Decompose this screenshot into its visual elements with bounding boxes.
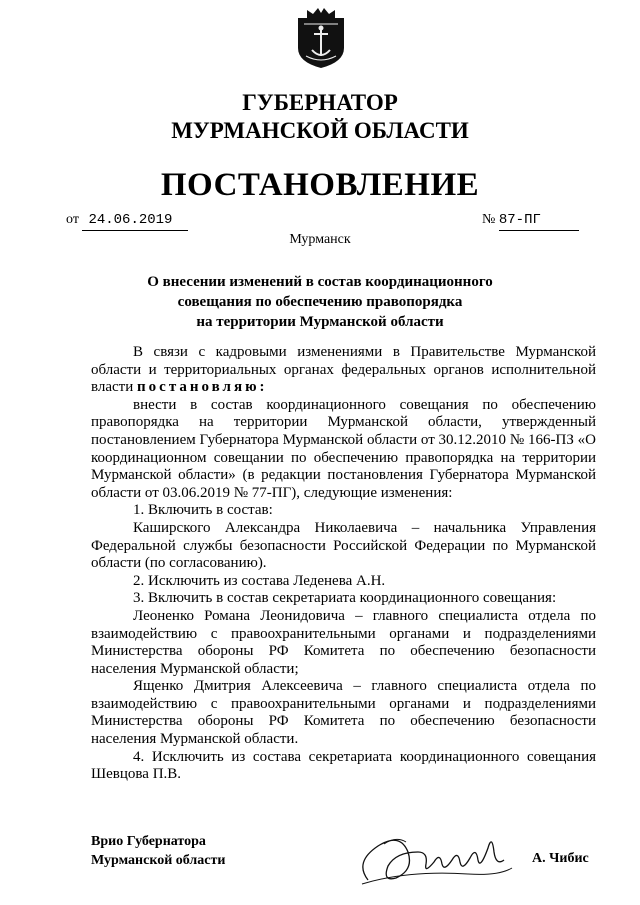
- issuer-title-line2: МУРМАНСКОЙ ОБЛАСТИ: [171, 118, 469, 143]
- document-city: Мурманск: [289, 232, 351, 247]
- document-body: [91, 344, 596, 784]
- document-number: [482, 210, 579, 231]
- body-paragraph-5: 3. Включить в состав секретариата координационного совещания:: [133, 590, 557, 607]
- number-value: 87-ПГ: [499, 210, 579, 231]
- coat-of-arms-icon: [294, 4, 348, 70]
- signatory-position-line2: Мурманской области: [91, 853, 226, 868]
- body-paragraph-6: Леоненко Романа Леонидовича – главного специалиста отдела по взаимодействию с правоохранительными органами и подразделениями Министерства обороны РФ Комитета по обеспечению безопасности населения Мурманской области;: [91, 607, 596, 677]
- document-type-title: ПОСТАНОВЛЕНИЕ: [160, 167, 480, 203]
- handwritten-signature: [348, 822, 518, 892]
- body-paragraph-3: Каширского Александра Николаевича – начальника Управления Федеральной службы безопасности Российской Федерации по Мурманской области (по согласованию).: [91, 519, 596, 572]
- document-date: [66, 210, 188, 231]
- date-prefix: от: [66, 212, 79, 227]
- body-paragraph-8: 4. Исключить из состава секретариата координационного совещания Шевцова П.В.: [91, 748, 596, 783]
- body-paragraph-7: Ященко Дмитрия Алексеевича – главного специалиста отдела по взаимодействию с правоохранительными органами и подразделениями Министерства обороны РФ Комитета по обеспечению безопасности населения Мурманской области.: [91, 678, 596, 748]
- signatory-name: А. Чибис: [532, 851, 589, 866]
- subject-line-1: О внесении изменений в состав координационного: [147, 274, 493, 290]
- document-subject: [0, 272, 640, 332]
- preamble-text: В связи с кадровыми изменениями в Правительстве Мурманской области и территориальных органах федеральных органов исполнительной власти: [91, 344, 596, 396]
- subject-line-2: совещания по обеспечению правопорядка: [177, 294, 463, 310]
- signatory-position-line1: Врио Губернатора: [91, 834, 206, 849]
- signatory-position: [91, 832, 225, 870]
- preamble-paragraph: [91, 344, 596, 397]
- subject-line-3: на территории Мурманской области: [196, 314, 444, 330]
- issuer-title-line1: ГУБЕРНАТОР: [242, 90, 398, 115]
- date-value: 24.06.2019: [82, 210, 188, 231]
- number-prefix: №: [482, 212, 496, 227]
- body-paragraph-4: 2. Исключить из состава Леденева А.Н.: [133, 572, 386, 589]
- body-paragraph-2: 1. Включить в состав:: [133, 502, 273, 519]
- decree-word: постановляю:: [137, 379, 268, 396]
- body-paragraph-1: внести в состав координационного совещания по обеспечению правопорядка на территории Мурманской области, утвержденный постановлением Губернатора Мурманской области от 30.12.2010 № 166-ПЗ «О координационном совещании по обеспечению правопорядка на территории Мурманской области» (в редакции постановления Губернатора Мурманской области от 03.06.2019 № 77-ПГ), следующие изменения:: [91, 396, 596, 501]
